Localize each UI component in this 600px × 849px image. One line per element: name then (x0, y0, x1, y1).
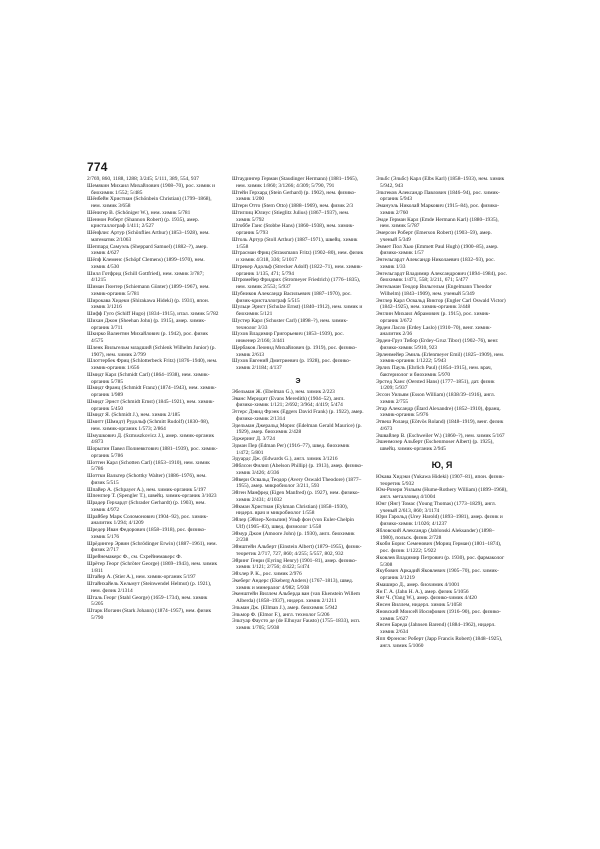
entry-list (376, 474, 508, 650)
index-entry: Шлоттербек Фриц (Schlotterbeck Fritz) (1876–1940), нем. химик-органик 1/656 (87, 358, 218, 371)
index-entry: Штаудингер Герман (Staudinger Hermann) (1881–1965), нем. химик 1/860; 3/1266; 4/309; 5/790, 791 (232, 176, 359, 189)
index-entry: Шёнфлис Артур (Schönflies Arthur) (1853–1928), нем. математик 2/1063 (87, 230, 210, 243)
index-entry: Штерн Отто (Stern Otto) (1888–1969), нем. физик 2/3 (232, 203, 354, 209)
index-entry: Шихан Джон (Sheehan John) (р. 1915), амер. химик-органик 3/711 (87, 317, 206, 331)
index-entry: Эммет Пол Хью (Emmett Paul Hugh) (1900–85), амер. физико-химик 1/57 (376, 243, 499, 257)
index-entry: Шустер Карл (Schuster Carl) (1898–?), нем. химик-технолог 3/33 (232, 317, 348, 331)
index-entry: Юри Гарольд (Urey Harold) (1893–1981), амер. физик и физико-химик 1/1026; 4/1237 (376, 514, 503, 527)
index-entry: Шухов Владимир Григорьевич (1853–1939), рос. инженер 2/166; 3/441 (232, 331, 344, 344)
index-entry: Эйнштейн Альберт (Einstein Albert) (1879–1955), физик-теоретик 2/717, 727, 860; 4/255; 5/557, 802, 932 (232, 544, 362, 557)
index-entry: Щербаков Леонид Михайлович (р. 1919), рос. физико-химик 2/613 (232, 344, 357, 358)
index-entry: Яновский Моисей Иосифович (1916–90), рос. физико-химик 5/627 (376, 608, 501, 622)
index-entry: Штейн Герхард (Stein Gerhard) (р. 1902), нем. физико-химик 1/200 (232, 189, 356, 203)
index-entry: Шрайбер Марк Соломонович (1904–92), рос. химик-аналитик 1/294; 4/1209 (87, 513, 209, 527)
index-entry: Шмушкович Д. (Szmuszkovicz J.), амер. химик-органик 4/873 (87, 432, 215, 446)
index-entry: Экенштейн Виллем Альберда ван (van Ekenstein Willem Alberda) (1858–1937), нидерл. химик 2/1211 (232, 591, 361, 604)
index-entry: Эльбс (Эльбс) Карл (Elbs Karl) (1858–1933), нем. химик 5/942, 943 (376, 176, 505, 189)
index-entry: Энгельгардт Владимир Александрович (1894–1984), рос. биохимик 1/471, 558; 3/211, 671; 5/477 (376, 270, 508, 284)
index-entry: Эйлер (Эйлер-Хельпин) Ульф фон (von Euler-Chelpin Ulf) (1905–83), швед. физиолог 1/558 (232, 517, 354, 530)
entry-list (376, 176, 508, 453)
index-entry: Шиман Гюнтер (Schiemann Günter) (1899–1967), нем. химик-органик 5/781 (87, 284, 210, 297)
index-entry: Шмидт Эрнст (Schmidt Ernst) (1845–1921), нем. химик-органик 5/450 (87, 398, 215, 412)
section-letter-e: Э (295, 377, 301, 385)
entry-list (87, 176, 219, 622)
index-entry: Шеппард Самуэль (Sheppard Samuel) (1882–?), амер. химик 4/627 (87, 243, 208, 257)
index-entry: Штромейер Фридрих (Stromeyer Friedrich) (1776–1835), нем. химик 2/553; 5/937 (232, 277, 361, 290)
index-entry: Эйкман Христиан (Eykman Christian) (1858–1930), нидерл. врач и микробиолог 1/558 (232, 503, 349, 517)
index-entry: Ябловский Александр (Jablonski Aleksander) (1898–1980), польск. физик 2/728 (376, 527, 495, 541)
index-entry: Эльтеков Александр Павлович (1846–94), рос. химик-органик 5/943 (376, 189, 500, 203)
index-entry: Штрекер Адольф (Strecker Adolf) (1822–71), нем. химик-органик 1/135, 471; 5/794 (232, 263, 363, 277)
index-entry: Ямаширо Д., амер. биохимик 4/1001 (376, 581, 460, 588)
index-entry: Шоттен Карл (Schotten Carl) (1853–1910), нем. химик 5/786 (87, 459, 210, 473)
index-entry: Энглин Михаил Абрамович (р. 1915), рос. химик-органик 3/672 (376, 311, 491, 324)
index-entry: Янсен Бареда (Jahnsen Barend) (1884–1962), нидерл. химик 2/634 (376, 622, 496, 635)
index-column-1 (87, 176, 219, 622)
index-entry: Эйвери Освальд Теодор (Avery Oswald Theodore) (1877–1955), амер. микробиолог 3/211, 593 (232, 476, 362, 490)
index-entry: Штайнхайель Хельмут (Steinwendel Helmut) (р. 1921), нем. физик 2/1314 (87, 581, 212, 594)
index-entry: Шмидт Франц (Schmidt Franz) (1874–1943), нем. химик-органик 1/989 (87, 385, 217, 398)
index-entry: Эрдеи Ласло (Erdey Laslo) (1910–70), венг. химик-аналитик 2/36 (376, 324, 492, 338)
index-column-2 (232, 176, 364, 632)
index-entry: Яковлев Владимир Петрович (р. 1930), рос. фармаколог 5/308 (376, 554, 505, 568)
index-entry: Шмидт Я. (Schmidt J.), нем. химик 2/185 (87, 412, 181, 419)
entry-list (232, 389, 364, 632)
index-entry: Эльтуар Фаусто де (de Elhuyar Fausto) (1755–1833), исп. химик 1/705; 5/938 (232, 618, 361, 631)
index-entry: Шухов Евгений Дмитриевич (р. 1928), рос. физико-химик 2/1184; 4/137 (232, 358, 351, 371)
index-entry: Эджеринг Д. 3/724 (232, 436, 275, 442)
index-entry: Эшенмозер Альберт (Eschenmoser Albert) (р. 1925), швейц. химик-органик 2/945 (376, 439, 494, 452)
entry-list (232, 176, 364, 372)
index-entry: Энглер Карл Освальд Виктор (Engler Carl Oswald Victor) (1842–1925), нем. химик-органик 3/448 (376, 297, 506, 311)
index-entry: Штиглиц Юлиус (Stieglitz Julius) (1867–1937), нем. химик 5/792 (232, 209, 350, 223)
index-entry: Эссон Уильям (Esson William) (1838/39–1916), англ. химик 2/755 (376, 392, 496, 405)
index-entry: Эрстед Ханс (Oersted Hans) (1777–1851), дат. физик 1/209; 5/937 (376, 378, 495, 392)
index-column-3 (376, 176, 508, 649)
index-entry: Юм-Розери Уильям (Hume-Rothery William) (1899–1968), англ. металловед 4/1004 (376, 487, 508, 500)
index-entry: Экеберг Андерс (Ekeberg Anders) (1767–1813), швед. химик и минералог 4/982; 5/938 (232, 577, 354, 591)
index-entry: Шленк Вильгельм младший (Schlenk Wilhelm Junior) (р. 1907), нем. химик 2/799 (87, 344, 216, 358)
index-entry: Энгельгардт Александр Николаевич (1832–93), рос. химик 1/33 (376, 257, 495, 270)
index-entry: Шёпф Клеменс (Schöpf Clemens) (1899–1970), нем. химик 4/530 (87, 257, 205, 270)
index-entry: Шпайер А. (Schpayer A.), нем. химик-органик 5/197 (87, 486, 206, 493)
index-entry: Широкава Хидеки (Shirakawa Hideki) (р. 1931), япон. химик 3/1216 (87, 297, 210, 311)
index-entry: Шилл Готфрид (Schill Gottfried), нем. химик 3/787; 4/1215 (87, 270, 204, 284)
index-entry: Шпенглер Т. (Spengler T.), швейц. химик-органик 3/1023 (87, 493, 217, 500)
index-entry: Эдуардс Дж. (Edwards G.), англ. химик 3/1216 (232, 456, 338, 463)
index-entry: Эрлих Пауль (Ehrlich Paul) (1854–1915), нем. врач, бактериолог и биохимик 5/970 (376, 365, 492, 378)
index-entry: Якоби Борис Семенович (Мориц Герман) (1801–1874), рос. физик 1/1222; 5/922 (376, 541, 502, 554)
index-entry: Штарк Иоганн (Stark Johann) (1874–1957), нем. физик 5/790 (87, 608, 212, 621)
index-entry: Юнг (Янг) Томас (Young Thomas) (1773–1829), англ. ученый 2/613, 860; 3/1174 (376, 500, 497, 514)
index-entry: Шрадер Герхардт (Schrader Gerhardt) (р. 1903), нем. химик 4/972 (87, 500, 206, 513)
index-entry: Эмде Герман Карл (Emde Hermann Karl) (1880–1935), нем. химик 5/787 (376, 216, 499, 230)
index-entry: Шоттки Вальтер (Schottky Walter) (1886–1976), нем. физик 5/515 (87, 473, 207, 486)
index-entry: Ян Г. А. (Jahn H. A.), амер. физик 5/1056 (376, 588, 469, 595)
index-entry: Шкирко Валентин Михайлович (р. 1942), рос. физик 4/575 (87, 331, 209, 344)
index-entry: Штайер А. (Stier A.), нем. химик-органик 5/197 (87, 574, 196, 581)
index-entry: Шорыгин Павел Полиевктович (1881–1939), рос. химик-органик 5/786 (87, 446, 218, 459)
index-entry: Штоббе Ганс (Stobbe Hans) (1860–1938), нем. химик-органик 5/793 (232, 223, 355, 236)
index-entry: Эмануэль Николай Маркович (1915–84), рос. физико-химик 2/760 (376, 203, 500, 216)
index-entry: Япп Фрэнсис Роберт (Japp Francis Robert) (1848–1925), англ. химик 5/1060 (376, 635, 503, 649)
index-entry: Эйринг Генри (Eyring Henry) (1901–81), амер. физико-химик 1/121; 2/756; 4/422; 5/474 (232, 557, 357, 571)
index-entry: Шрёдингер Эрвин (Schrödinger Erwin) (1887–1961), нем. физик 2/717 (87, 540, 217, 554)
index-entry: Шёнигер В. (Schöniger W.), нем. химик 5/781 (87, 209, 191, 216)
index-entry: Юкава Хидэки (Yukawa Hideki) (1907–81), япон. физик-теоретик 5/932 (376, 473, 505, 487)
index-entry: Шмитт (Шмидт) Рудольф (Schmitt Rudolf) (1830–98), нем. химик-органик 1/573; 2/864 (87, 419, 210, 432)
index-entry: Энгельман Теодор Вильгельм (Engelmann Theodor Wilhelm) (1843–1909), нем. ученый 5/349 (376, 284, 492, 297)
index-entry: Эдман Пер (Edman Per) (1916–77), швед. биохимик 1/472; 5/801 (232, 442, 350, 456)
index-entry: Эльман Дж. (Ellman J.), амер. биохимик 5/942 (232, 604, 338, 611)
index-entry: Шредер Иван Федорович (1858–1918), рос. физико-химик 5/176 (87, 527, 206, 540)
index-entry: Шрётер Георг (Schröter George) (1869–1943), нем. химик 1/811 (87, 560, 218, 574)
index-entry: Эрленмейер Эмиль (Erlenmeyer Emil) (1825–1909), нем. химик-органик 1/1222; 5/943 (376, 351, 505, 365)
index-entry: Эйхлер Р. К., рос. химик 2/976 (232, 571, 302, 577)
page-number: 774 (87, 160, 108, 174)
index-entry: Шемякин Михаил Михайлович (1908–70), рос. химик и биохимик 1/552; 5/485 (87, 182, 216, 196)
index-entry: Эбельман Ж. (Ebelman G.), нем. химик 2/223 (232, 388, 335, 395)
index-entry: Эшвайлер В. (Eschweiler W.) (1860–?), нем. химик 5/167 (376, 432, 505, 439)
index-entry: Этар Александр (Étard Alexandre) (1852–1910), франц. химик-органик 5/976 (376, 405, 501, 419)
index-entry: Шеннон Роберт (Shannon Robert) (р. 1935), амер. кристаллограф 1/411; 2/527 (87, 216, 199, 230)
index-entry: Этвеш Роланд (Eötvös Roland) (1848–1919), венг. физик 4/673 (376, 419, 504, 432)
index-entry: Эйблсон Филип (Abelson Phillip) (р. 1913), амер. физико-химик 3/426; 4/336 (232, 463, 363, 476)
index-entry: Эльмор Ф. (Elmor F.), англ. технолог 5/206 (232, 611, 330, 618)
index-entry: Эванс Меридит (Evans Meredith) (1904–52), англ. физико-химик 1/121; 2/692; 3/964; 4/419; 5/474 (232, 395, 345, 409)
index-entry: Шталь Георг (Stahl George) (1659–1734), нем. химик 5/205 (87, 594, 208, 608)
index-entry: Эйген Манфред (Eigen Manfred) (р. 1927), нем. физико-химик 2/431; 4/1032 (232, 490, 360, 503)
index-entry: Штоль Артур (Stoll Arthur) (1887–1971), швейц. химик 1/558 (232, 236, 358, 250)
section-letter-yu-ya: Ю, Я (431, 459, 453, 470)
index-entry: Эмерсон Роберт (Emerson Robert) (1903–59), амер. ученый 5/349 (376, 230, 492, 243)
index-entry: Штрасман Фриц (Strassmann Fritz) (1902–80), нем. физик и химик 4/318, 336; 5/1017 (232, 250, 364, 263)
index-entry: Шёнбейн Христиан (Schönbein Christian) (1799–1868), нем. химик 3/658 (87, 196, 212, 209)
index-entry: Янсен Виллем, нидерл. химик 5/1058 (376, 602, 462, 608)
index-entry: Шифф Гуго (Schiff Hugo) (1834–1915), итал. химик 5/782 (87, 311, 219, 317)
index-entry: Эймур Джон (Amoore John) (р. 1930), англ. биохимик 2/238 (232, 530, 355, 544)
index-entry: Эггерс Дэвид Фрэнк (Eggers David Frank) (р. 1922), амер. физико-химик 2/1314 (232, 409, 364, 422)
index-entry: 2/769, 860, 1188, 1288; 3/245; 5/111, 389, 554, 937 (87, 176, 200, 182)
index-entry: Эдельман Джеральд Морис (Edelman Gerald Maurice) (р. 1929), амер. биохимик 2/428 (232, 422, 362, 436)
index-entry: Якубович Аркадий Яковлевич (1905–70), рос. химик-органик 3/1219 (376, 568, 499, 581)
index-entry: Шрейнемакерс Ф., см. Схрейнемакерс Ф. (87, 554, 182, 560)
index-entry: Эрдеи-Груз Тибор (Erdey-Gruz Tibor) (1902–76), венг. физико-химик 5/910, 923 (376, 338, 499, 351)
index-entry: Шмидт Карл (Schmidt Carl) (1864–1938), нем. химик-органик 5/785 (87, 371, 210, 385)
index-entry: Шульце Эрнст (Schulze Ernst) (1840–1912), нем. химик и биохимик 5/121 (232, 304, 363, 317)
index-entry: Шубников Александр Васильевич (1887–1970), рос. физик-кристаллограф 5/515 (232, 290, 352, 304)
index-entry: Янг Ч. (Yang W.), амер. физико-химик 4/420 (376, 595, 477, 602)
